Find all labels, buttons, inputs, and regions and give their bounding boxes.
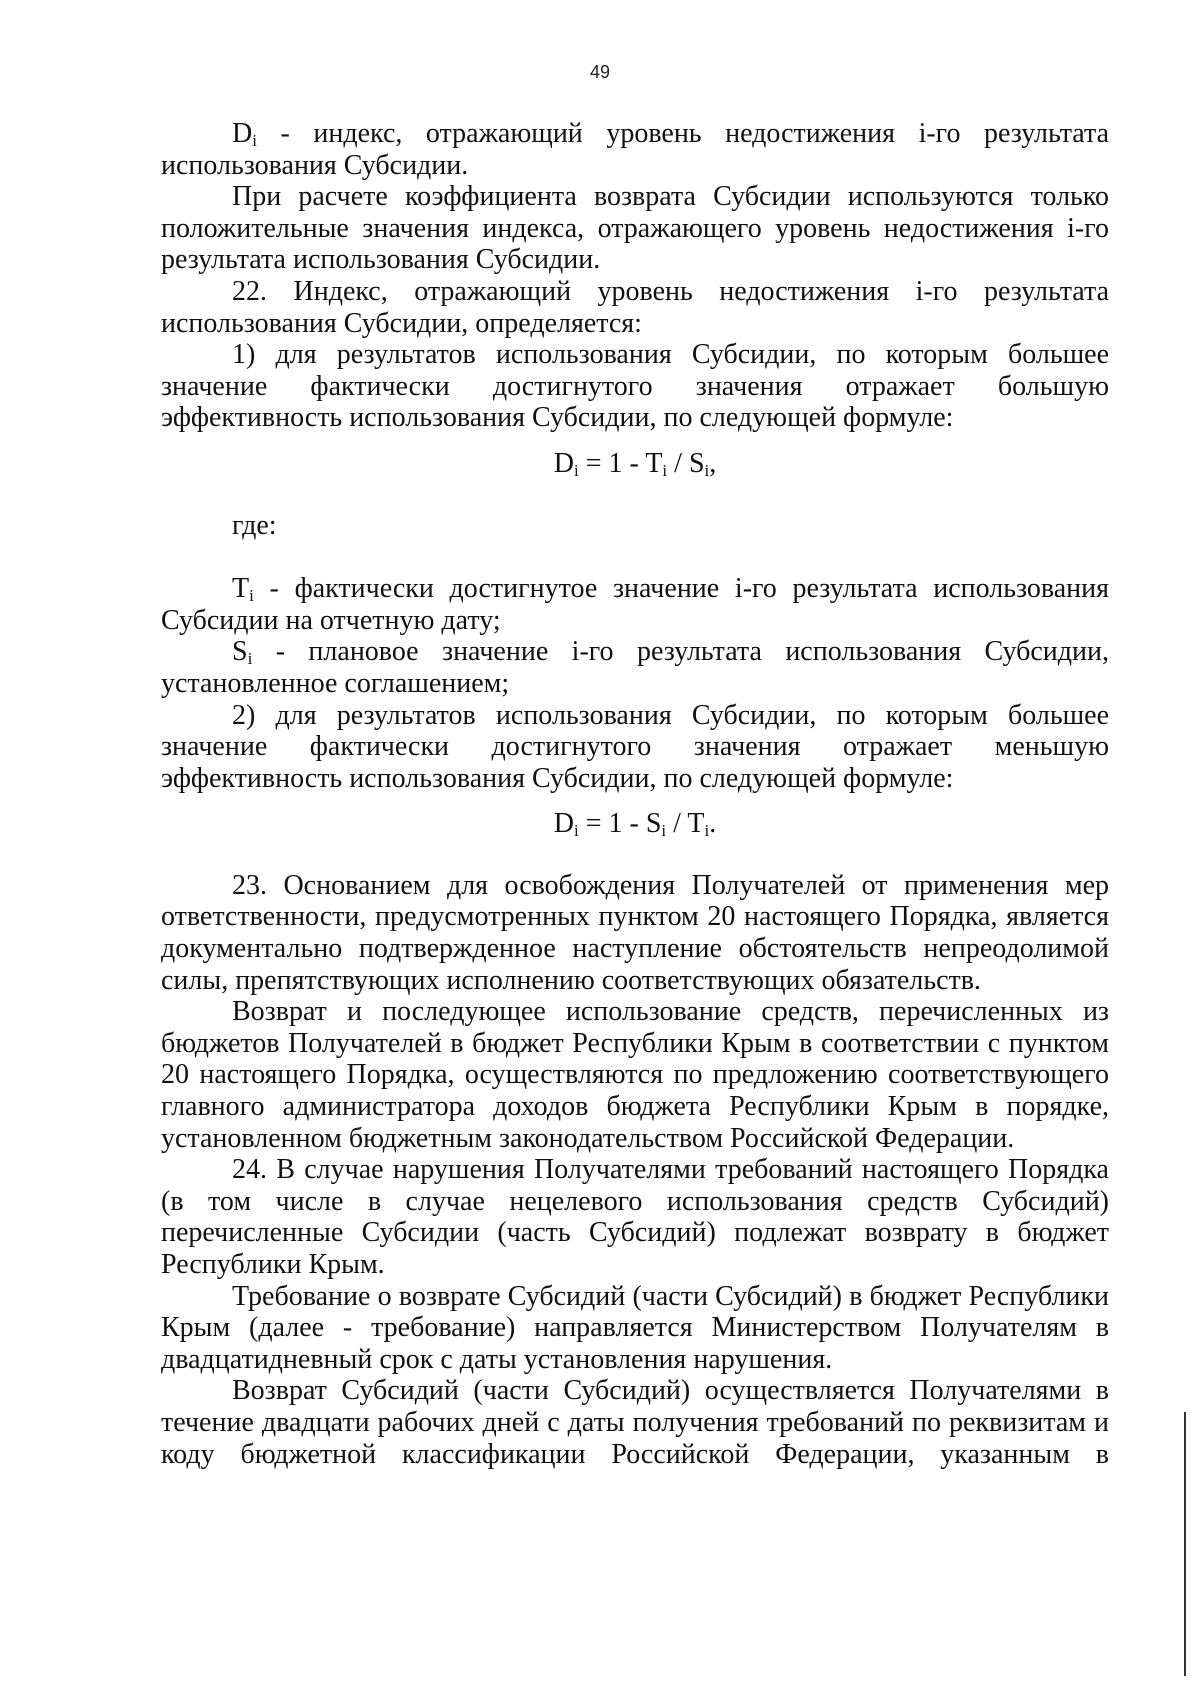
formula-1: $D_i = 1 - T_i / S_i$, <box>553 447 717 480</box>
scan-edge-line <box>1184 1412 1186 1676</box>
definition-di <box>161 118 1109 181</box>
definition-ti-text: - фактически достигнутое значение i-го результата использования Субсидии на отчетную дату; <box>161 573 1109 636</box>
symbol-t-subscript: i <box>249 586 254 606</box>
symbol-s-subscript: i <box>247 649 253 669</box>
paragraph-23: 23. Основанием для освобождения Получателей от применения мер ответственности, предусмотренных пунктом 20 настоящего Порядка, является документально подтвержденное наступление обстоятельств непреодолимой силы, препятствующих исполнению соответствующих обязательств. <box>161 869 1109 996</box>
definition-ti <box>161 573 1109 636</box>
definition-di-text: - индекс, отражающий уровень недостижения i-го результата использования Субсидии. <box>161 118 1109 181</box>
paragraph-return-subsidies: Возврат Субсидий (части Субсидий) осуществляется Получателями в течение двадцати рабочих дней с даты получения требований по реквизитам и коду бюджетной классификации Российской Федерации, указанным в <box>161 1375 1109 1470</box>
symbol-t: T <box>232 573 250 605</box>
formula-2: $D_i = 1 - S_i / T_i$. <box>553 808 717 841</box>
definition-si <box>161 636 1109 699</box>
paragraph-22: 22. Индекс, отражающий уровень недостижения i-го результата использования Субсидии, определяется: <box>161 275 1109 339</box>
paragraph-demand: Требование о возврате Субсидий (части Субсидий) в бюджет Республики Крым (далее - требование) направляется Министерством Получателям в двадцатидневный срок с даты установления нарушения. <box>161 1280 1109 1375</box>
symbol-d: D <box>232 118 253 149</box>
definition-si-text: - плановое значение i-го результата использования Субсидии, установленное соглашением; <box>161 636 1109 699</box>
paragraph-return-funds: Возврат и последующее использование средств, перечисленных из бюджетов Получателей в бюджет Республики Крым в соответствии с пунктом 20 настоящего Порядка, осуществляются по предложению соответствующего главного администратора доходов бюджета Республики Крым в порядке, установленном бюджетным законодательством Российской Федерации. <box>161 996 1109 1154</box>
document-body <box>161 118 1109 1470</box>
paragraph-24: 24. В случае нарушения Получателями требований настоящего Порядка (в том числе в случае нецелевого использования средств Субсидий) перечисленные Субсидии (часть Субсидий) подлежат возврату в бюджет Республики Крым. <box>161 1154 1109 1280</box>
list-item-1: 1) для результатов использования Субсидии, по которым большее значение фактически достигнутого значения отражает большую эффективность использования Субсидии, по следующей формуле: <box>161 339 1109 434</box>
where-label: где: <box>232 509 277 541</box>
symbol-s: S <box>232 636 248 668</box>
symbol-d-subscript: i <box>252 131 257 150</box>
list-item-2: 2) для результатов использования Субсидии, по которым большее значение фактически достигнутого значения отражает меньшую эффективность использования Субсидии, по следующей формуле: <box>161 699 1109 794</box>
page-number: 49 <box>589 62 611 82</box>
paragraph-positive-values: При расчете коэффициента возврата Субсидии используются только положительные значения индекса, отражающего уровень недостижения i-го результата использования Субсидии. <box>161 181 1109 276</box>
